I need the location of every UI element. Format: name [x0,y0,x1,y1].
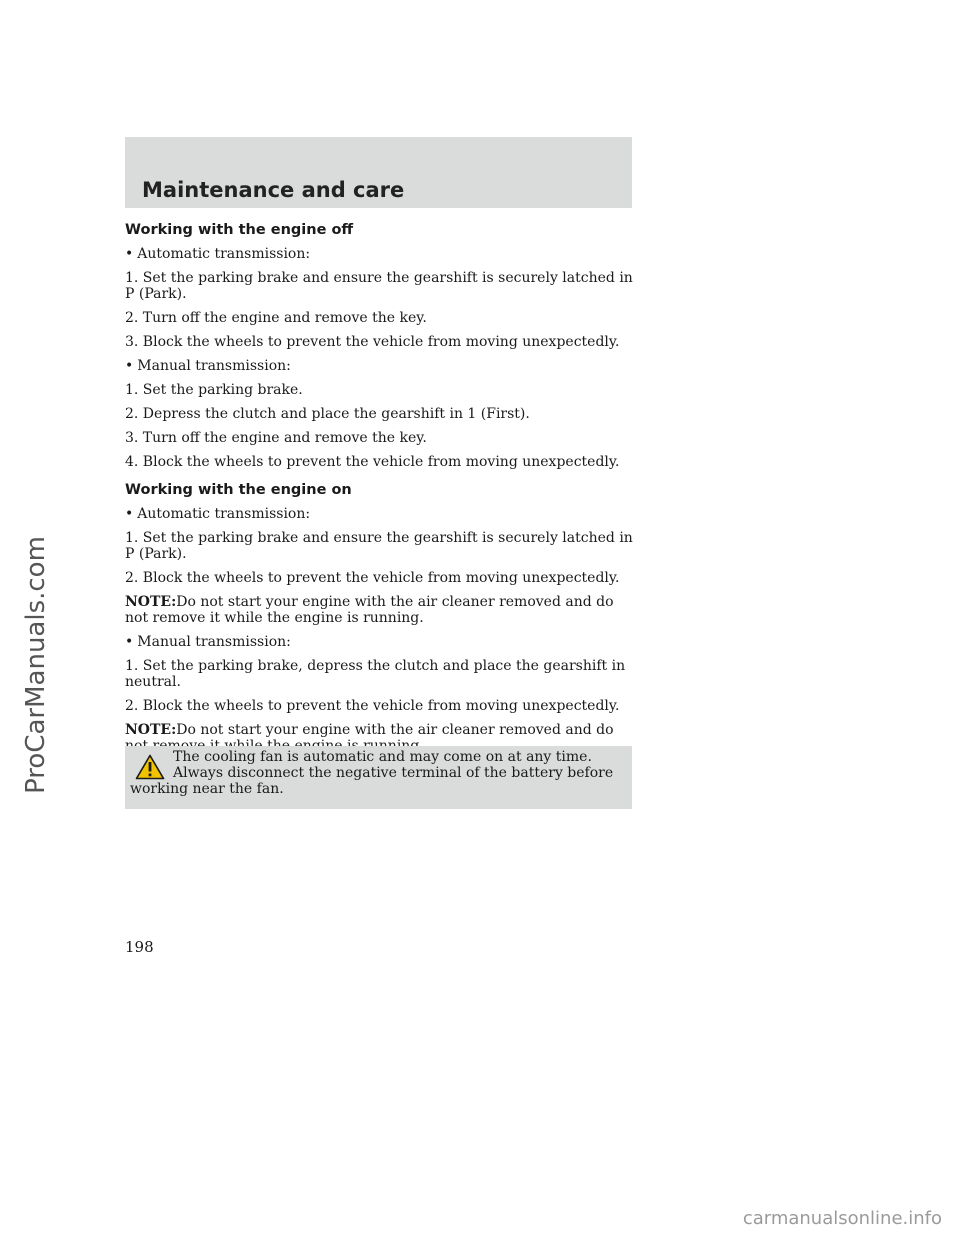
side-watermark-text: ProCarManuals.com [21,536,51,794]
step-text: 1. Set the parking brake, depress the clutch and place the gearshift in neutral. [125,658,626,690]
section-heading-engine-on: Working with the engine on [125,482,352,498]
bullet-manual-transmission: • Manual transmission: [125,358,635,374]
bullet-automatic-transmission: • Automatic transmission: [125,506,635,522]
step-text: 3. Turn off the engine and remove the key. [125,430,427,446]
side-watermark [6,510,66,820]
warning-box [125,746,632,809]
note-text: Do not start your engine with the air cleaner removed and do [176,722,614,738]
step-text: 1. Set the parking brake and ensure the gearshift is securely latched in P (Park). [125,530,633,562]
page-number: 198 [125,938,154,956]
note-label: NOTE: [125,722,177,738]
step-text: 2. Depress the clutch and place the gearshift in 1 (First). [125,406,530,422]
step-text: 4. Block the wheels to prevent the vehicle from moving unexpectedly. [125,454,620,470]
step-text: 3. Block the wheels to prevent the vehicle from moving unexpectedly. [125,334,620,350]
warning-text-line: working near the fan. [130,781,284,797]
note-label: NOTE: [125,594,177,610]
note-paragraph [125,594,635,626]
footer-watermark: carmanualsonline.info [742,1208,942,1229]
step-text: 2. Turn off the engine and remove the key. [125,310,427,326]
step-text: 1. Set the parking brake and ensure the gearshift is securely latched in P (Park). [125,270,633,302]
warning-text-line: The cooling fan is automatic and may come on at any time. [173,749,592,765]
note-text: Do not start your engine with the air cleaner removed and do not remove it while the engine is running. [125,594,614,626]
warning-text-line: Always disconnect the negative terminal of the battery before [173,765,614,781]
bullet-automatic-transmission: • Automatic transmission: [125,246,635,262]
section-heading-engine-off: Working with the engine off [125,222,354,238]
main-content [125,222,635,762]
page-title: Maintenance and care [142,178,405,202]
warning-triangle-icon [135,754,165,780]
step-text: 2. Block the wheels to prevent the vehicle from moving unexpectedly. [125,698,620,714]
step-text: 1. Set the parking brake. [125,382,303,398]
bullet-manual-transmission: • Manual transmission: [125,634,635,650]
step-text: 2. Block the wheels to prevent the vehicle from moving unexpectedly. [125,570,620,586]
